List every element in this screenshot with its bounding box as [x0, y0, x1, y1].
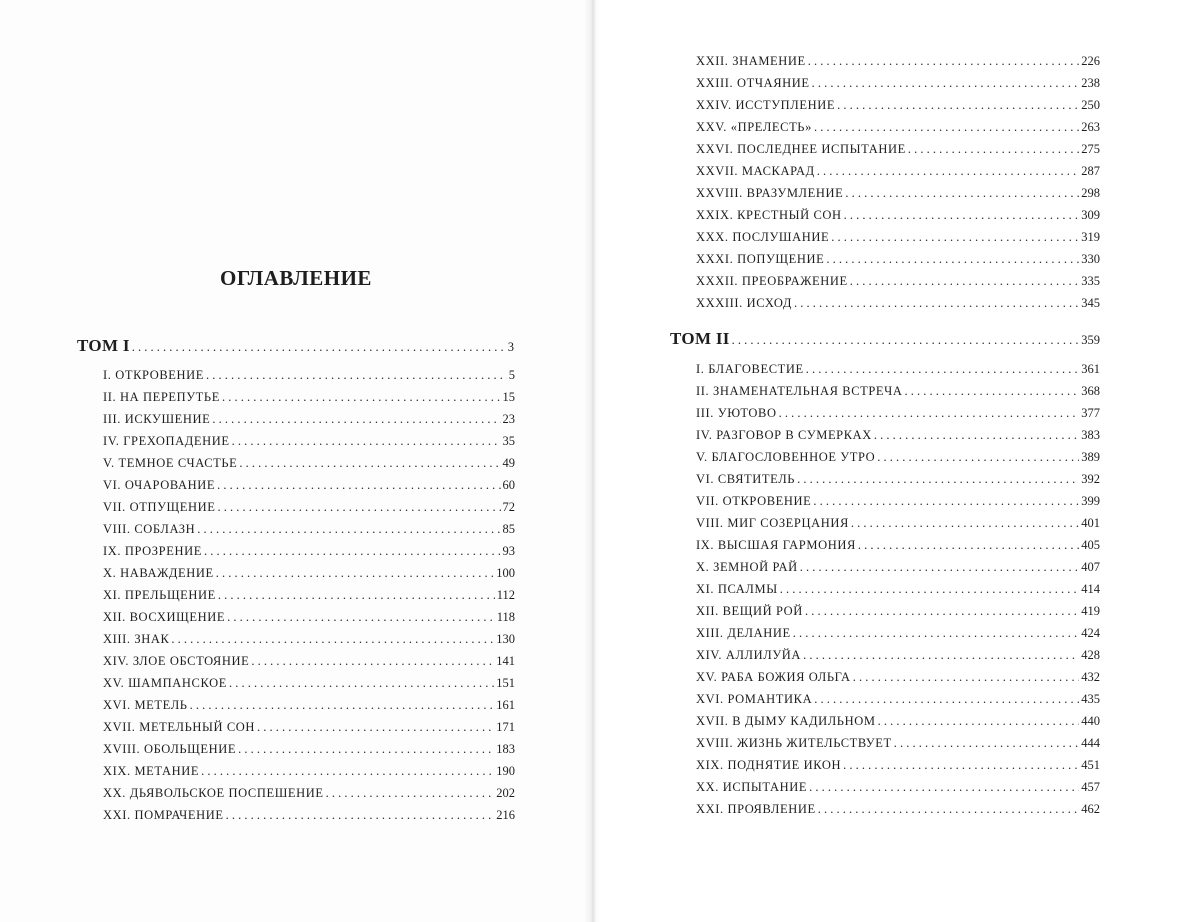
dot-leader	[851, 516, 1079, 531]
toc-entry-page: 335	[1081, 274, 1100, 288]
toc-entry[interactable]	[696, 142, 1100, 164]
toc-entry[interactable]	[696, 648, 1100, 670]
toc-entry[interactable]	[696, 626, 1100, 648]
dot-leader	[239, 456, 500, 471]
toc-entry-title: IX. ПРОЗРЕНИЕ	[103, 544, 202, 558]
toc-entry[interactable]	[103, 522, 515, 544]
toc-entry[interactable]	[696, 472, 1100, 494]
toc-entry-page: 432	[1081, 670, 1100, 684]
toc-entry[interactable]	[696, 714, 1100, 736]
toc-entry-title: XX. ДЬЯВОЛЬСКОЕ ПОСПЕШЕНИЕ	[103, 786, 324, 800]
toc-entry-page: 405	[1081, 538, 1100, 552]
toc-entry-title: XXV. «ПРЕЛЕСТЬ»	[696, 120, 812, 134]
toc-entry-title: XXVI. ПОСЛЕДНЕЕ ИСПЫТАНИЕ	[696, 142, 906, 156]
toc-entry[interactable]	[696, 230, 1100, 252]
toc-entry[interactable]	[696, 670, 1100, 692]
toc-entry-title: II. ЗНАМЕНАТЕЛЬНАЯ ВСТРЕЧА	[696, 384, 903, 398]
toc-entry[interactable]	[696, 736, 1100, 758]
toc-entry-page: 190	[496, 764, 515, 778]
dot-leader	[908, 142, 1079, 157]
toc-entry-page: 183	[496, 742, 515, 756]
dot-leader	[793, 626, 1079, 641]
toc-entry-page: 368	[1081, 384, 1100, 398]
toc-entry-page: 72	[502, 500, 515, 514]
toc-entry-title: X. ЗЕМНОЙ РАЙ	[696, 560, 798, 574]
toc-entry-title: XII. ВОСХИЩЕНИЕ	[103, 610, 226, 624]
toc-entry-page: 85	[502, 522, 515, 536]
toc-entry-title: I. БЛАГОВЕСТИЕ	[696, 362, 804, 376]
toc-entry-title: V. БЛАГОСЛОВЕННОЕ УТРО	[696, 450, 876, 464]
toc-entry[interactable]	[696, 758, 1100, 780]
toc-entry-title: X. НАВАЖДЕНИЕ	[103, 566, 214, 580]
dot-leader	[878, 714, 1080, 729]
toc-entry[interactable]	[696, 362, 1100, 384]
toc-entry[interactable]	[103, 786, 515, 808]
volume-1-entry[interactable]	[77, 336, 514, 360]
left-page	[0, 0, 592, 922]
toc-entry[interactable]	[696, 560, 1100, 582]
dot-leader	[201, 764, 494, 779]
toc-entry-title: XV. ШАМПАНСКОЕ	[103, 676, 227, 690]
toc-entry-title: XXIII. ОТЧАЯНИЕ	[696, 76, 810, 90]
toc-entry-title: XI. ПСАЛМЫ	[696, 582, 778, 596]
toc-entry-title: XVI. РОМАНТИКА	[696, 692, 813, 706]
toc-entry-page: 238	[1081, 76, 1100, 90]
toc-entry-page: 60	[502, 478, 515, 492]
dot-leader	[812, 76, 1080, 91]
dot-leader	[232, 434, 501, 449]
dot-leader	[844, 208, 1080, 223]
dot-leader	[843, 758, 1079, 773]
toc-entry-title: XXI. ПОМРАЧЕНИЕ	[103, 808, 224, 822]
toc-entry-title: XXI. ПРОЯВЛЕНИЕ	[696, 802, 816, 816]
toc-entry-page: 202	[496, 786, 515, 800]
toc-entry[interactable]	[103, 742, 515, 764]
toc-entry[interactable]	[696, 538, 1100, 560]
toc-entry-page: 23	[502, 412, 515, 426]
dot-leader	[874, 428, 1079, 443]
toc-entry[interactable]	[696, 252, 1100, 274]
dot-leader	[217, 478, 500, 493]
toc-entry[interactable]	[696, 406, 1100, 428]
toc-entry[interactable]	[103, 456, 515, 478]
toc-entry[interactable]	[696, 120, 1100, 142]
toc-entry-page: 435	[1081, 692, 1100, 706]
volume-2-entry[interactable]	[670, 329, 1100, 353]
toc-entry[interactable]	[103, 544, 515, 566]
toc-entry-title: XIX. ПОДНЯТИЕ ИКОН	[696, 758, 842, 772]
toc-entry[interactable]	[103, 412, 515, 434]
toc-entry-page: 392	[1081, 472, 1100, 486]
toc-entry-page: 401	[1081, 516, 1100, 530]
toc-entry[interactable]	[103, 698, 515, 720]
toc-entry-page: 5	[508, 368, 515, 382]
volume-1-page: 3	[507, 340, 514, 354]
toc-entry[interactable]	[696, 780, 1100, 802]
toc-entry-title: IX. ВЫСШАЯ ГАРМОНИЯ	[696, 538, 856, 552]
dot-leader	[780, 582, 1080, 597]
toc-entry[interactable]	[103, 808, 515, 830]
toc-entry-title: XXVII. МАСКАРАД	[696, 164, 815, 178]
toc-entry-page: 361	[1081, 362, 1100, 376]
volume-2-page: 359	[1081, 333, 1100, 347]
dot-leader	[218, 588, 495, 603]
toc-entry-page: 161	[496, 698, 515, 712]
toc-entry[interactable]	[696, 164, 1100, 186]
toc-entry-page: 93	[502, 544, 515, 558]
toc-entry-page: 298	[1081, 186, 1100, 200]
dot-leader	[858, 538, 1079, 553]
toc-entry-title: XIV. АЛЛИЛУЙА	[696, 648, 802, 662]
toc-entry-title: V. ТЕМНОЕ СЧАСТЬЕ	[103, 456, 238, 470]
toc-entry[interactable]	[103, 390, 515, 412]
toc-heading: ОГЛАВЛЕНИЕ	[220, 266, 372, 290]
toc-entry[interactable]	[696, 186, 1100, 208]
dot-leader	[845, 186, 1079, 201]
toc-entry[interactable]	[696, 208, 1100, 230]
toc-entry[interactable]	[103, 632, 515, 654]
toc-entry[interactable]	[696, 604, 1100, 626]
toc-entry-page: 407	[1081, 560, 1100, 574]
dot-leader	[257, 720, 494, 735]
toc-entry-page: 451	[1081, 758, 1100, 772]
chapter-list-volume-1	[103, 368, 515, 830]
dot-leader	[803, 648, 1079, 663]
toc-entry-page: 309	[1081, 208, 1100, 222]
toc-entry[interactable]	[103, 764, 515, 786]
toc-entry[interactable]	[696, 384, 1100, 406]
dot-leader	[905, 384, 1080, 399]
dot-leader	[212, 412, 500, 427]
toc-entry-page: 414	[1081, 582, 1100, 596]
toc-entry[interactable]	[696, 494, 1100, 516]
toc-entry-page: 419	[1081, 604, 1100, 618]
toc-entry-title: XIV. ЗЛОЕ ОБСТОЯНИЕ	[103, 654, 250, 668]
toc-entry-title: XXXI. ПОПУЩЕНИЕ	[696, 252, 825, 266]
toc-entry[interactable]	[696, 274, 1100, 296]
toc-entry-title: XXIV. ИССТУПЛЕНИЕ	[696, 98, 836, 112]
toc-entry-page: 345	[1081, 296, 1100, 310]
toc-entry[interactable]	[103, 368, 515, 390]
dot-leader	[837, 98, 1079, 113]
toc-entry-page: 118	[496, 610, 515, 624]
toc-entry[interactable]	[103, 434, 515, 456]
toc-entry[interactable]	[103, 478, 515, 500]
toc-entry-title: XXXII. ПРЕОБРАЖЕНИЕ	[696, 274, 848, 288]
toc-entry-page: 440	[1081, 714, 1100, 728]
dot-leader	[809, 780, 1079, 795]
toc-entry[interactable]	[103, 500, 515, 522]
dot-leader	[171, 632, 494, 647]
toc-entry[interactable]	[103, 720, 515, 742]
dot-leader	[794, 296, 1079, 311]
toc-entry[interactable]	[103, 676, 515, 698]
toc-entry-page: 287	[1081, 164, 1100, 178]
dot-leader	[797, 472, 1079, 487]
dot-leader	[808, 54, 1079, 69]
dot-leader	[132, 340, 506, 355]
toc-entry-title: XV. РАБА БОЖИЯ ОЛЬГА	[696, 670, 851, 684]
toc-entry-title: VIII. МИГ СОЗЕРЦАНИЯ	[696, 516, 849, 530]
toc-entry-page: 151	[496, 676, 515, 690]
toc-entry-page: 112	[496, 588, 515, 602]
toc-entry-page: 49	[502, 456, 515, 470]
toc-entry-title: XXVIII. ВРАЗУМЛЕНИЕ	[696, 186, 844, 200]
toc-entry-page: 457	[1081, 780, 1100, 794]
toc-entry-page: 226	[1081, 54, 1100, 68]
toc-entry-title: XVII. В ДЫМУ КАДИЛЬНОМ	[696, 714, 876, 728]
toc-entry[interactable]	[696, 582, 1100, 604]
right-page	[592, 0, 1185, 922]
dot-leader	[229, 676, 494, 691]
dot-leader	[877, 450, 1079, 465]
toc-entry-page: 389	[1081, 450, 1100, 464]
toc-entry-title: XVI. МЕТЕЛЬ	[103, 698, 188, 712]
toc-entry-title: VII. ОТПУЩЕНИЕ	[103, 500, 216, 514]
dot-leader	[818, 802, 1080, 817]
toc-entry-page: 250	[1081, 98, 1100, 112]
toc-entry-page: 171	[496, 720, 515, 734]
toc-entry-title: XVII. МЕТЕЛЬНЫЙ СОН	[103, 720, 256, 734]
toc-entry-title: IV. ГРЕХОПАДЕНИЕ	[103, 434, 230, 448]
toc-entry-title: XIX. МЕТАНИЕ	[103, 764, 200, 778]
chapter-list-volume-1-continued	[696, 54, 1100, 318]
dot-leader	[806, 362, 1080, 377]
toc-entry-title: XXXIII. ИСХОД	[696, 296, 792, 310]
dot-leader	[217, 500, 500, 515]
toc-entry-title: XIII. ЗНАК	[103, 632, 170, 646]
dot-leader	[817, 164, 1079, 179]
toc-entry[interactable]	[696, 54, 1100, 76]
toc-entry-title: XXIX. КРЕСТНЫЙ СОН	[696, 208, 842, 222]
dot-leader	[227, 610, 495, 625]
toc-entry-page: 263	[1081, 120, 1100, 134]
dot-leader	[216, 566, 494, 581]
dot-leader	[190, 698, 495, 713]
toc-entry-page: 377	[1081, 406, 1100, 420]
toc-entry[interactable]	[103, 566, 515, 588]
toc-entry[interactable]	[696, 516, 1100, 538]
dot-leader	[831, 230, 1079, 245]
toc-entry-title: XX. ИСПЫТАНИЕ	[696, 780, 808, 794]
dot-leader	[326, 786, 495, 801]
toc-entry-page: 462	[1081, 802, 1100, 816]
chapter-list-volume-2	[696, 362, 1100, 824]
dot-leader	[850, 274, 1079, 289]
dot-leader	[805, 604, 1079, 619]
toc-entry[interactable]	[103, 588, 515, 610]
toc-entry-title: III. УЮТОВО	[696, 406, 777, 420]
toc-entry[interactable]	[103, 610, 515, 632]
toc-entry-page: 100	[496, 566, 515, 580]
toc-entry[interactable]	[696, 692, 1100, 714]
toc-entry[interactable]	[696, 802, 1100, 824]
dot-leader	[238, 742, 494, 757]
toc-entry-page: 130	[496, 632, 515, 646]
dot-leader	[814, 120, 1079, 135]
volume-2-title: ТОМ II	[670, 329, 730, 348]
toc-entry-title: XXX. ПОСЛУШАНИЕ	[696, 230, 830, 244]
toc-entry-page: 216	[496, 808, 515, 822]
toc-entry[interactable]	[103, 654, 515, 676]
toc-entry-title: IV. РАЗГОВОР В СУМЕРКАХ	[696, 428, 872, 442]
toc-entry-title: XXII. ЗНАМЕНИЕ	[696, 54, 806, 68]
dot-leader	[251, 654, 494, 669]
toc-entry-title: XII. ВЕЩИЙ РОЙ	[696, 604, 803, 618]
toc-entry[interactable]	[696, 296, 1100, 318]
toc-entry-page: 330	[1081, 252, 1100, 266]
dot-leader	[800, 560, 1080, 575]
toc-entry[interactable]	[696, 428, 1100, 450]
toc-entry-page: 35	[502, 434, 515, 448]
toc-entry[interactable]	[696, 450, 1100, 472]
toc-entry-page: 275	[1081, 142, 1100, 156]
toc-entry-title: VI. ОЧАРОВАНИЕ	[103, 478, 216, 492]
dot-leader	[206, 368, 507, 383]
dot-leader	[204, 544, 501, 559]
toc-entry-page: 141	[496, 654, 515, 668]
toc-entry-page: 399	[1081, 494, 1100, 508]
toc-entry[interactable]	[696, 76, 1100, 98]
toc-entry-title: XIII. ДЕЛАНИЕ	[696, 626, 791, 640]
dot-leader	[226, 808, 495, 823]
dot-leader	[779, 406, 1080, 421]
dot-leader	[814, 692, 1079, 707]
toc-entry-title: XVIII. ЖИЗНЬ ЖИТЕЛЬСТВУЕТ	[696, 736, 892, 750]
dot-leader	[222, 390, 501, 405]
dot-leader	[853, 670, 1080, 685]
toc-entry-page: 428	[1081, 648, 1100, 662]
toc-entry-title: III. ИСКУШЕНИЕ	[103, 412, 211, 426]
dot-leader	[826, 252, 1079, 267]
book-spine-shadow	[584, 0, 600, 922]
volume-1-title: ТОМ I	[77, 336, 130, 355]
toc-entry-title: VI. СВЯТИТЕЛЬ	[696, 472, 796, 486]
toc-entry-page: 319	[1081, 230, 1100, 244]
dot-leader	[197, 522, 500, 537]
dot-leader	[732, 333, 1080, 348]
toc-entry-page: 383	[1081, 428, 1100, 442]
toc-entry-title: XI. ПРЕЛЬЩЕНИЕ	[103, 588, 216, 602]
toc-entry[interactable]	[696, 98, 1100, 120]
toc-entry-page: 424	[1081, 626, 1100, 640]
toc-entry-title: VIII. СОБЛАЗН	[103, 522, 196, 536]
toc-entry-title: II. НА ПЕРЕПУТЬЕ	[103, 390, 220, 404]
toc-entry-title: XVIII. ОБОЛЬЩЕНИЕ	[103, 742, 237, 756]
dot-leader	[894, 736, 1080, 751]
dot-leader	[813, 494, 1079, 509]
toc-entry-title: VII. ОТКРОВЕНИЕ	[696, 494, 812, 508]
toc-entry-page: 444	[1081, 736, 1100, 750]
toc-entry-page: 15	[502, 390, 515, 404]
toc-entry-title: I. ОТКРОВЕНИЕ	[103, 368, 205, 382]
